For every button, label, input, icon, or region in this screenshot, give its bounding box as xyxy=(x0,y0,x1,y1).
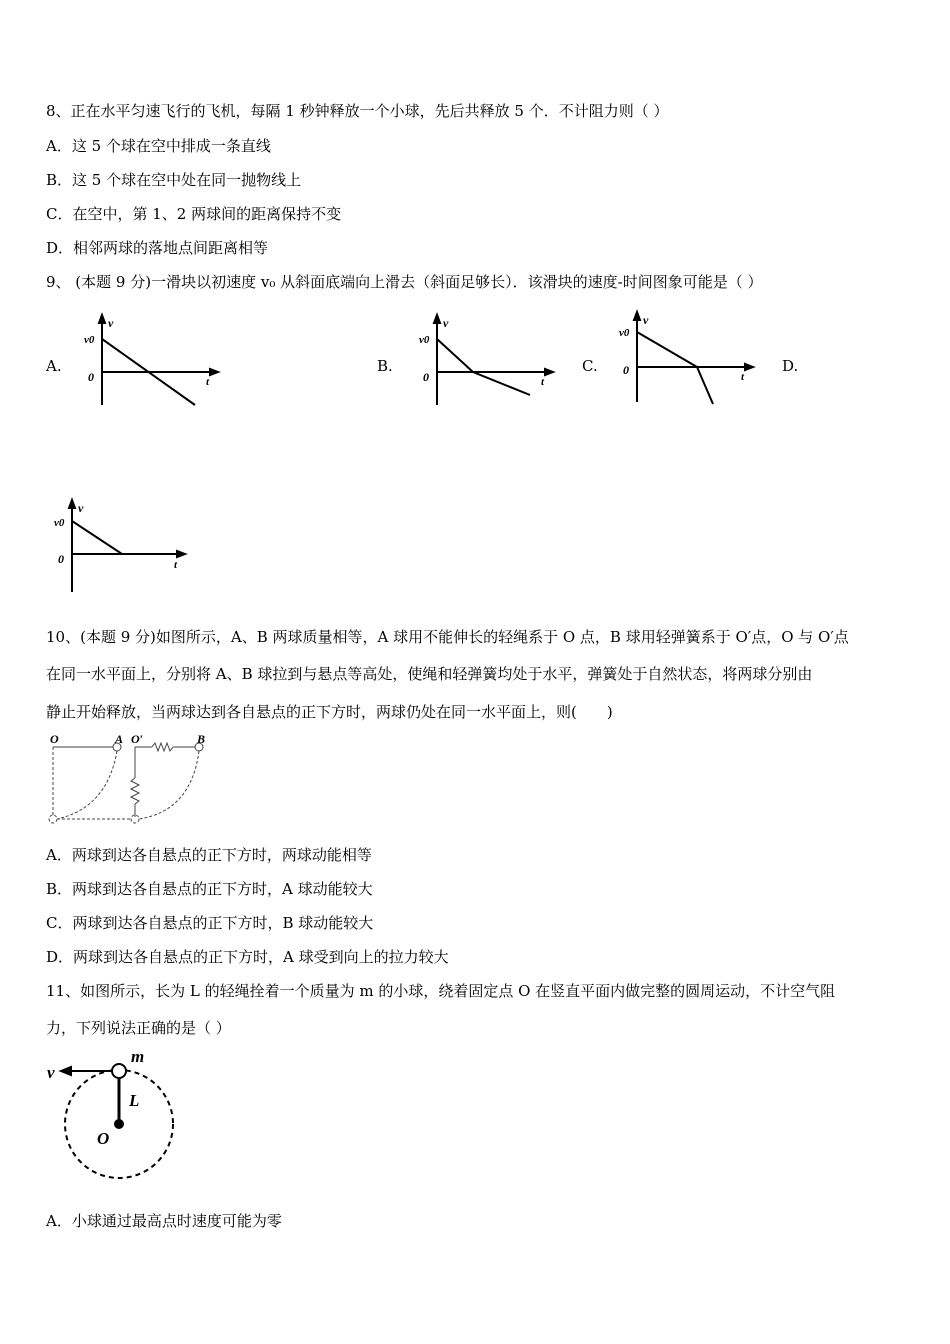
zero-label: 0 xyxy=(58,552,64,566)
center-o-label: O xyxy=(97,1129,110,1148)
q11-option-a: A．小球通过最高点时速度可能为零 xyxy=(46,1212,282,1230)
q10-figure xyxy=(45,733,215,825)
zero-label: 0 xyxy=(423,370,429,384)
q10-line-3: 静止开始释放，当两球达到各自悬点的正下方时，两球仍处在同一水平面上，则( ) xyxy=(46,703,613,721)
ball-a-label: A xyxy=(115,732,124,746)
vt-graph-b xyxy=(415,315,555,410)
velocity-label: v xyxy=(47,1063,55,1082)
mass-label: m xyxy=(131,1047,145,1066)
axis-v-label: v xyxy=(643,313,649,327)
v0-label: v0 xyxy=(419,334,430,346)
vt-graph-c xyxy=(615,312,755,407)
v0-label: v0 xyxy=(84,334,95,346)
q11-circle-figure xyxy=(45,1048,185,1183)
q10-option-d: D．两球到达各自悬点的正下方时，A 球受到向上的拉力较大 xyxy=(46,948,449,966)
axis-t-label: t xyxy=(541,376,545,388)
q9-label-d: D. xyxy=(782,357,799,375)
q8-option-c: C．在空中，第 1、2 两球间的距离保持不变 xyxy=(46,205,342,223)
axis-t-label: t xyxy=(206,376,210,388)
q8-option-b: B．这 5 个球在空中处在同一抛物线上 xyxy=(46,171,302,189)
zero-label: 0 xyxy=(623,363,629,377)
length-label: L xyxy=(129,1091,140,1110)
q9-label-c: C. xyxy=(582,357,598,375)
q8-option-a: A．这 5 个球在空中排成一条直线 xyxy=(46,137,271,155)
q10-option-b: B．两球到达各自悬点的正下方时，A 球动能较大 xyxy=(46,880,373,898)
v0-label: v0 xyxy=(54,517,65,529)
q9-stem: 9、 (本题 9 分)一滑块以初速度 v₀ 从斜面底端向上滑去（斜面足够长）．该滑块的速度-时间图象可能是（ ） xyxy=(46,273,763,291)
point-o-prime-label: O′ xyxy=(131,732,144,746)
q10-option-c: C．两球到达各自悬点的正下方时，B 球动能较大 xyxy=(46,914,374,932)
q10-option-a: A．两球到达各自悬点的正下方时，两球动能相等 xyxy=(46,846,372,864)
ball-b-label: B xyxy=(197,732,206,746)
vt-graph-a xyxy=(80,315,220,410)
q10-line-2: 在同一水平面上，分别将 A、B 球拉到与悬点等高处，使绳和轻弹簧均处于水平，弹簧处于自然状态，将两球分别由 xyxy=(46,665,813,683)
q9-label-b: B. xyxy=(377,357,393,375)
axis-t-label: t xyxy=(174,559,178,571)
point-o-label: O xyxy=(50,732,59,746)
axis-v-label: v xyxy=(443,316,449,330)
q9-label-a: A. xyxy=(46,357,62,375)
axis-t-label: t xyxy=(741,371,745,383)
zero-label: 0 xyxy=(88,370,94,384)
q10-line-1: 10、(本题 9 分)如图所示，A、B 两球质量相等，A 球用不能伸长的轻绳系于 O 点，B 球用轻弹簧系于 O′点，O 与 O′点 xyxy=(46,628,849,646)
q8-stem: 8、正在水平匀速飞行的飞机，每隔 1 秒钟释放一个小球，先后共释放 5 个．不计阻力则（ ） xyxy=(46,102,669,120)
q11-line-2: 力，下列说法正确的是（ ） xyxy=(46,1019,231,1037)
axis-v-label: v xyxy=(78,501,84,515)
q11-line-1: 11、如图所示，长为 L 的轻绳拴着一个质量为 m 的小球，绕着固定点 O 在竖直平面内做完整的圆周运动，不计空气阻 xyxy=(46,982,836,1000)
vt-graph-d xyxy=(52,500,192,595)
axis-v-label: v xyxy=(108,316,114,330)
v0-label: v0 xyxy=(619,327,630,339)
q8-option-d: D．相邻两球的落地点间距离相等 xyxy=(46,239,269,257)
